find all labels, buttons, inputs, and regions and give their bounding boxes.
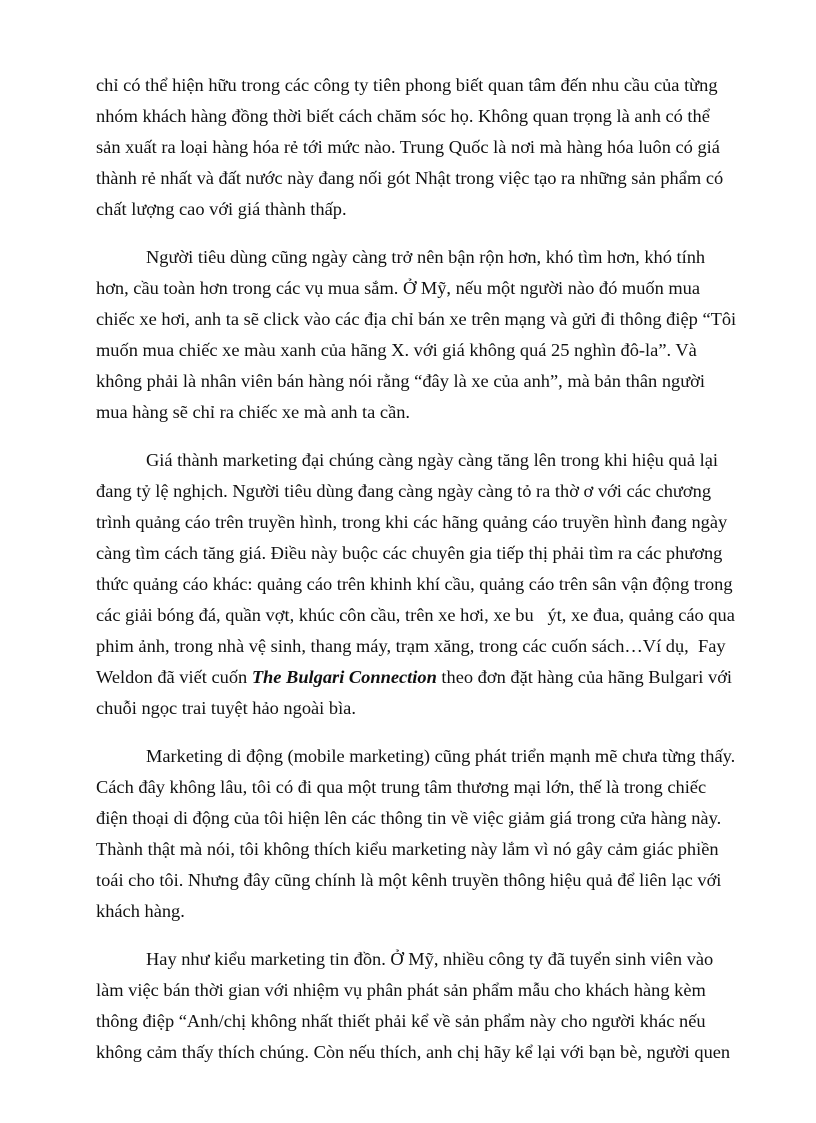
text-line [96,668,732,686]
text-line: khách hàng. [96,901,185,921]
text-line: phim ảnh, trong nhà vệ sinh, thang máy, trạm xăng, trong các cuốn sách…Ví dụ, Fay [96,636,726,656]
text-line: điện thoại di động của tôi hiện lên các thông tin về việc giảm giá trong cửa hàng này. [96,808,722,828]
text-line: thành rẻ nhất và đất nước này đang nối gót Nhật trong việc tạo ra những sản phẩm có [96,168,724,188]
text-line: đang tỷ lệ nghịch. Người tiêu dùng đang càng ngày càng tỏ ra thờ ơ với các chương [96,481,712,501]
text-line: Hay như kiểu marketing tin đồn. Ở Mỹ, nhiều công ty đã tuyển sinh viên vào [146,949,714,969]
text-line: các giải bóng đá, quần vợt, khúc côn cầu, trên xe hơi, xe bu ýt, xe đua, quảng cáo qua [96,605,735,625]
text-line: hơn, cầu toàn hơn trong các vụ mua sắm. Ở Mỹ, nếu một người nào đó muốn mua [96,278,701,298]
text-line: Cách đây không lâu, tôi có đi qua một trung tâm thương mại lớn, thế là trong chiếc [96,777,707,797]
text-line: mua hàng sẽ chỉ ra chiếc xe mà anh ta cần. [96,402,411,422]
text-line: chuỗi ngọc trai tuyệt hảo ngoài bìa. [96,698,356,718]
text-line: chỉ có thể hiện hữu trong các công ty tiên phong biết quan tâm đến nhu cầu của từng [96,75,718,95]
text-segment: theo đơn đặt hàng của hãng Bulgari với [436,667,733,687]
text-line: chiếc xe hơi, anh ta sẽ click vào các địa chỉ bán xe trên mạng và gửi đi thông điệp “Tôi [96,309,737,329]
book-title: The Bulgari Connection [251,667,437,687]
text-line: càng tìm cách tăng giá. Điều này buộc các chuyên gia tiếp thị phải tìm ra các phương [96,543,723,563]
text-line: muốn mua chiếc xe màu xanh của hãng X. với giá không quá 25 nghìn đô-la”. Và [96,340,697,360]
text-line: toái cho tôi. Nhưng đây cũng chính là một kênh truyền thông hiệu quả để liên lạc với [96,870,722,890]
text-line: Người tiêu dùng cũng ngày càng trở nên bận rộn hơn, khó tìm hơn, khó tính [146,247,706,267]
text-line: chất lượng cao với giá thành thấp. [96,199,347,219]
text-line: Marketing di động (mobile marketing) cũng phát triển mạnh mẽ chưa từng thấy. [146,746,736,766]
text-line: thông điệp “Anh/chị không nhất thiết phải kể về sản phẩm này cho người khác nếu [96,1011,706,1031]
text-line: không cảm thấy thích chúng. Còn nếu thích, anh chị hãy kể lại với bạn bè, người quen [96,1042,731,1062]
text-segment: Weldon đã viết cuốn [96,667,252,687]
text-line: làm việc bán thời gian với nhiệm vụ phân phát sản phẩm mẫu cho khách hàng kèm [96,980,706,1000]
text-line: trình quảng cáo trên truyền hình, trong khi các hãng quảng cáo truyền hình đang ngày [96,512,728,532]
text-line: sản xuất ra loại hàng hóa rẻ tới mức nào. Trung Quốc là nơi mà hàng hóa luôn có giá [96,137,720,157]
text-line: thức quảng cáo khác: quảng cáo trên khinh khí cầu, quảng cáo trên sân vận động trong [96,574,733,594]
text-line: nhóm khách hàng đồng thời biết cách chăm sóc họ. Không quan trọng là anh có thể [96,106,710,126]
text-line: Giá thành marketing đại chúng càng ngày càng tăng lên trong khi hiệu quả lại [146,450,718,470]
text-line: Thành thật mà nói, tôi không thích kiểu marketing này lắm vì nó gây cảm giác phiền [96,839,719,859]
text-line: không phải là nhân viên bán hàng nói rằng “đây là xe của anh”, mà bản thân người [96,371,706,391]
